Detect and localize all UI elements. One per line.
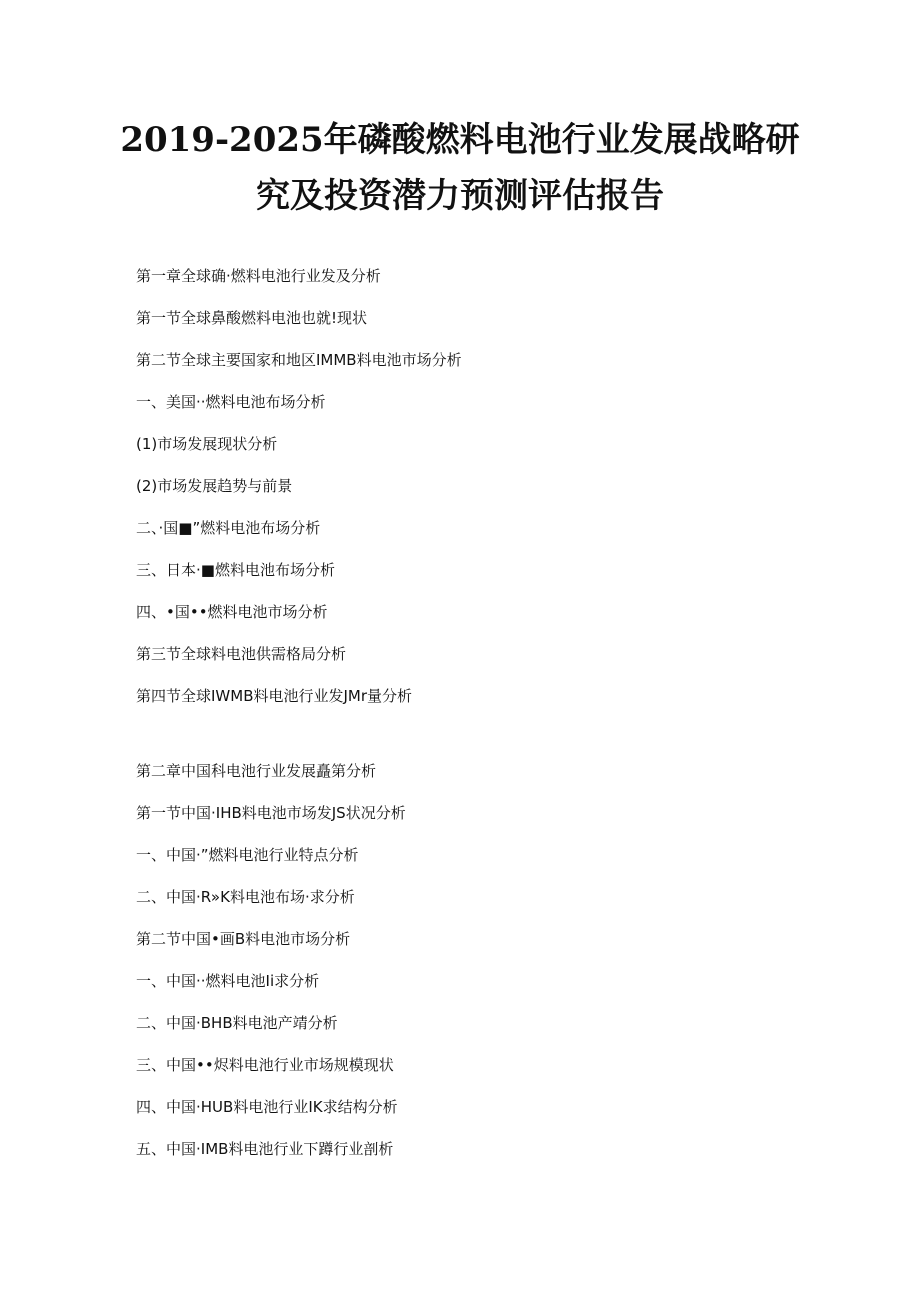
toc-item: (2)市场发展趋势与前景: [136, 477, 293, 495]
toc-item: 第二节中国•画B料电池市场分析: [136, 930, 351, 948]
toc-item: 二、中国·BHB料电池产靖分析: [136, 1014, 338, 1032]
toc-item: 第三节全球料电池供需格局分析: [136, 645, 347, 663]
title-line-2: 究及投资潜力预测评估报告: [256, 176, 664, 216]
toc-item: 五、中国·IMB料电池行业下蹲行业剖析: [136, 1140, 394, 1158]
toc-item: 四、•国••燃料电池市场分析: [136, 603, 328, 621]
toc-item: 四、中国·HUB料电池行业IK求结构分析: [136, 1098, 398, 1116]
toc-item: 第二节全球主要国家和地区IMMB料电池市场分析: [136, 351, 462, 369]
toc-item: 第二章中国科电池行业发展矗第分析: [136, 762, 377, 780]
toc-item: 第一节全球鼻酸燃料电池也就!现状: [136, 309, 368, 327]
document-title: [80, 112, 840, 224]
toc-item: 二、·国■”燃料电池布场分析: [136, 519, 321, 537]
toc-item: 第一章全球确·燃料电池行业发及分析: [136, 267, 381, 285]
toc-item: 一、中国··燃料电池Ii求分析: [136, 972, 320, 990]
toc-chapter-2: [136, 757, 836, 1177]
toc-item: (1)市场发展现状分析: [136, 435, 278, 453]
title-line-1: 2019-2025年磷酸燃料电池行业发展战略研: [120, 120, 800, 160]
table-of-contents: [136, 262, 836, 1177]
toc-item: 三、日本·■燃料电池布场分析: [136, 561, 335, 579]
toc-item: 二、中国·R»K料电池布场·求分析: [136, 888, 355, 906]
toc-item: 第四节全球IWMB料电池行业发JMr量分析: [136, 687, 413, 705]
toc-item: 三、中国••烬料电池行业市场规模现状: [136, 1056, 394, 1074]
toc-chapter-1: [136, 262, 836, 724]
toc-item: 第一节中国·IHB料电池市场发JS状况分析: [136, 804, 406, 822]
toc-item: 一、中国·”燃料电池行业特点分析: [136, 846, 359, 864]
toc-item: 一、美国··燃料电池布场分析: [136, 393, 326, 411]
